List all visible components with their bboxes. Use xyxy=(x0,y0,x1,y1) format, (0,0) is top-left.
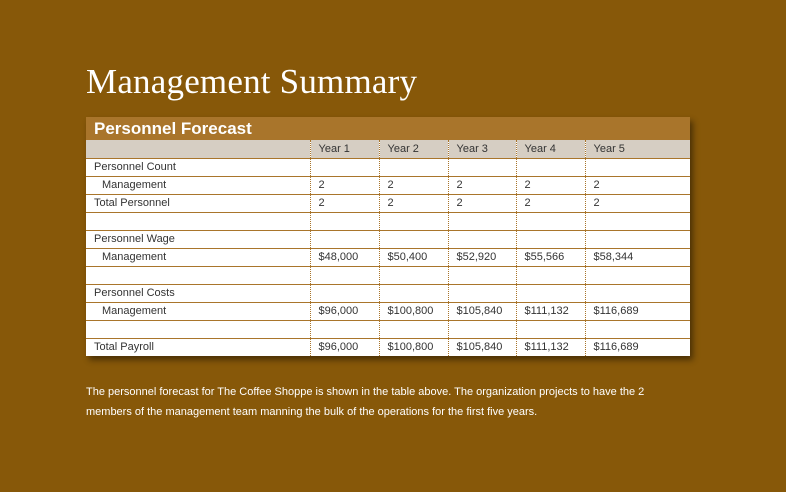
table-cell: $52,920 xyxy=(448,248,516,266)
table-cell xyxy=(585,284,690,302)
table-row xyxy=(86,212,690,230)
table-cell: 2 xyxy=(585,194,690,212)
table-cell xyxy=(585,212,690,230)
column-header: Year 3 xyxy=(448,140,516,158)
table-row xyxy=(86,284,690,302)
row-label: Personnel Count xyxy=(86,158,310,176)
row-label: Management xyxy=(86,302,310,320)
column-header: Year 5 xyxy=(585,140,690,158)
table-cell xyxy=(379,320,448,338)
table-cell: $96,000 xyxy=(310,302,379,320)
column-header: Year 2 xyxy=(379,140,448,158)
personnel-forecast-table xyxy=(86,117,690,356)
table-cell: $116,689 xyxy=(585,302,690,320)
table-cell: $55,566 xyxy=(516,248,585,266)
table-cell xyxy=(379,212,448,230)
table-cell: 2 xyxy=(516,176,585,194)
table-cell xyxy=(310,158,379,176)
table-cell: $111,132 xyxy=(516,338,585,356)
table-cell xyxy=(310,212,379,230)
table-cell: 2 xyxy=(379,194,448,212)
table-cell xyxy=(310,320,379,338)
table-cell xyxy=(310,230,379,248)
row-label: Management xyxy=(86,176,310,194)
row-label: Management xyxy=(86,248,310,266)
table-cell xyxy=(448,320,516,338)
table-cell: $50,400 xyxy=(379,248,448,266)
table-cell xyxy=(448,266,516,284)
table-row xyxy=(86,248,690,266)
table-cell xyxy=(448,212,516,230)
table-cell xyxy=(379,284,448,302)
table-cell: 2 xyxy=(585,176,690,194)
table-cell: 2 xyxy=(448,176,516,194)
row-label xyxy=(86,212,310,230)
table-cell xyxy=(310,266,379,284)
table-cell xyxy=(516,266,585,284)
table-cell: 2 xyxy=(310,176,379,194)
table-cell: $96,000 xyxy=(310,338,379,356)
table-cell xyxy=(516,158,585,176)
table-cell: $111,132 xyxy=(516,302,585,320)
table-cell xyxy=(585,266,690,284)
table-row xyxy=(86,320,690,338)
table-cell: $105,840 xyxy=(448,302,516,320)
row-label: Total Payroll xyxy=(86,338,310,356)
table-cell xyxy=(585,230,690,248)
table-cell: $105,840 xyxy=(448,338,516,356)
table-row xyxy=(86,266,690,284)
table-cell xyxy=(448,158,516,176)
row-label xyxy=(86,320,310,338)
table-cell xyxy=(585,320,690,338)
row-label: Personnel Costs xyxy=(86,284,310,302)
table-cell xyxy=(448,284,516,302)
table-cell xyxy=(379,158,448,176)
table-cell xyxy=(516,284,585,302)
table-cell xyxy=(310,284,379,302)
table-cell xyxy=(516,230,585,248)
table-caption: The personnel forecast for The Coffee Shoppe is shown in the table above. The organization projects to have the 2 members of the management team manning the bulk of the operations for the first five years. xyxy=(86,386,645,418)
table-row xyxy=(86,176,690,194)
column-header: Year 4 xyxy=(516,140,585,158)
table-row xyxy=(86,302,690,320)
table-row xyxy=(86,338,690,356)
table-cell: $100,800 xyxy=(379,302,448,320)
column-header: Year 1 xyxy=(310,140,379,158)
table-row xyxy=(86,230,690,248)
table-cell xyxy=(448,230,516,248)
row-label: Personnel Wage xyxy=(86,230,310,248)
table-title: Personnel Forecast xyxy=(86,117,690,140)
table-cell xyxy=(379,230,448,248)
table-cell: 2 xyxy=(379,176,448,194)
table-cell: $116,689 xyxy=(585,338,690,356)
table-cell: 2 xyxy=(310,194,379,212)
table-cell xyxy=(516,212,585,230)
table-cell: $58,344 xyxy=(585,248,690,266)
page-title: Management Summary xyxy=(86,62,418,101)
column-header-row xyxy=(86,140,690,158)
table-cell xyxy=(379,266,448,284)
table-cell xyxy=(516,320,585,338)
row-label: Total Personnel xyxy=(86,194,310,212)
table-cell xyxy=(585,158,690,176)
table-cell: 2 xyxy=(448,194,516,212)
header-blank-cell xyxy=(86,140,310,158)
row-label xyxy=(86,266,310,284)
table-cell: $48,000 xyxy=(310,248,379,266)
table-cell: 2 xyxy=(516,194,585,212)
table-row xyxy=(86,158,690,176)
table-cell: $100,800 xyxy=(379,338,448,356)
table-row xyxy=(86,194,690,212)
